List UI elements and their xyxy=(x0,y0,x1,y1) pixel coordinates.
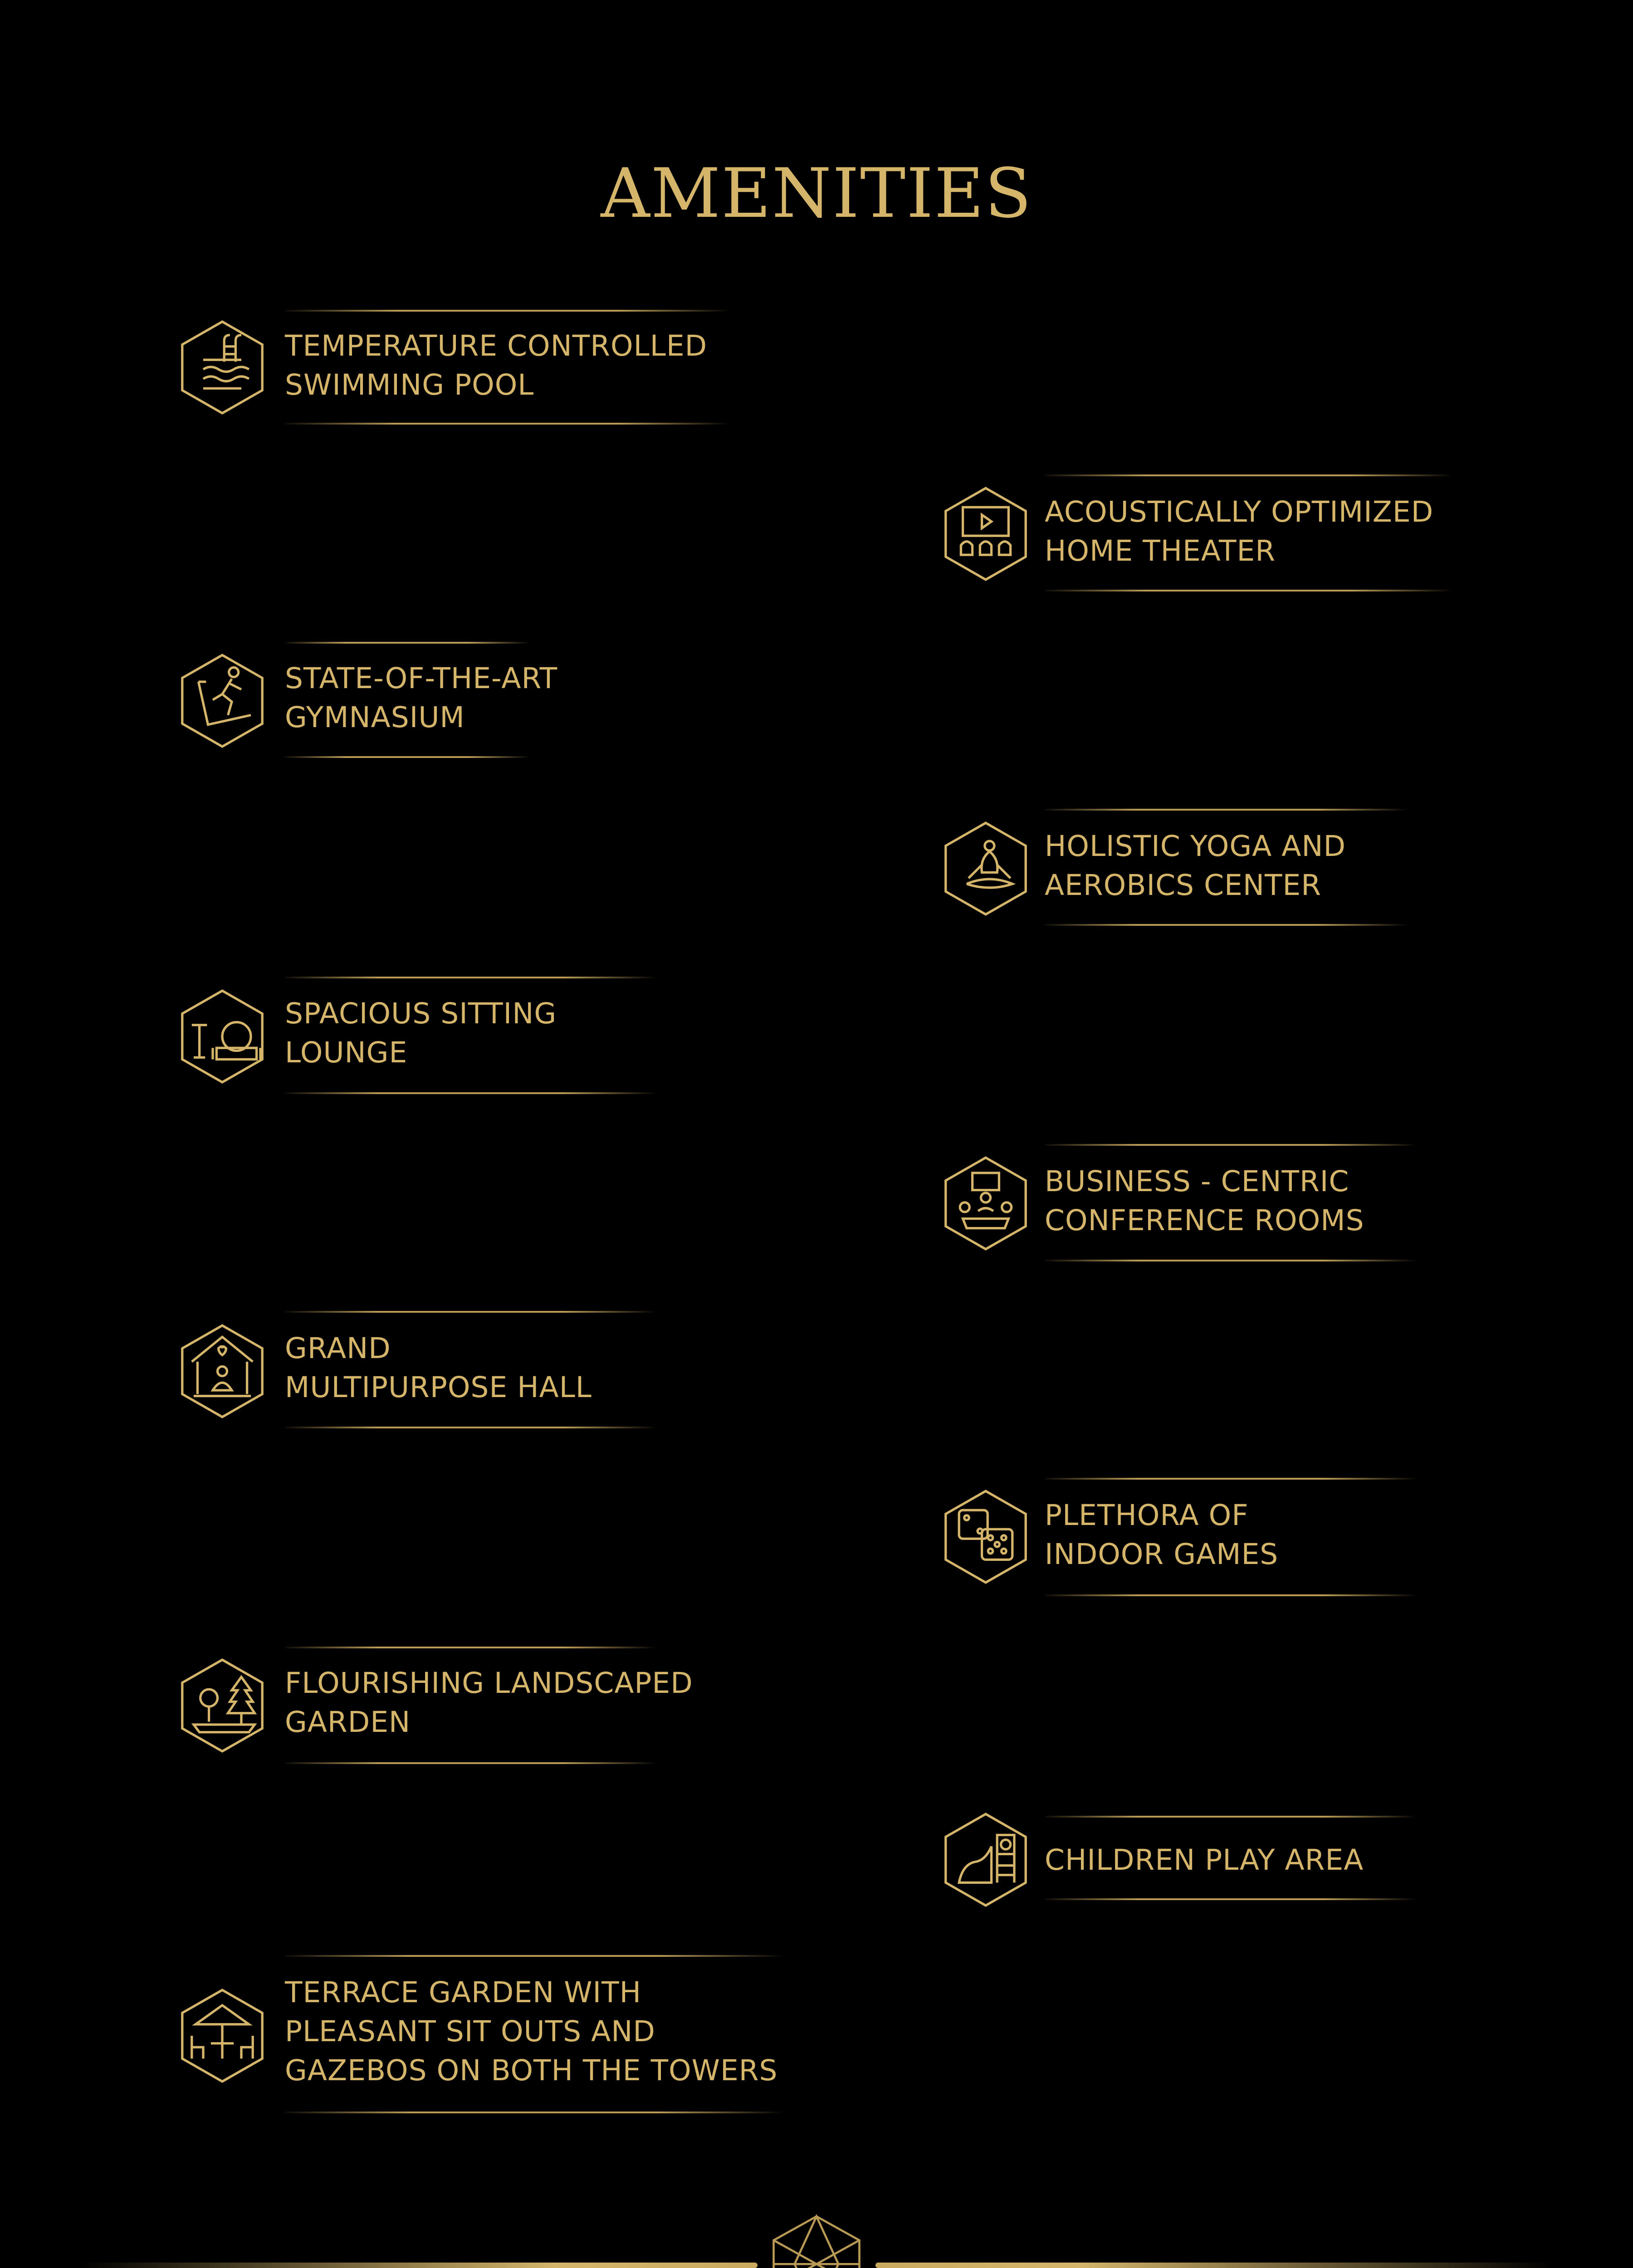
amenity-top-rule xyxy=(1045,1478,1417,1480)
home-theater-icon xyxy=(938,486,1033,582)
amenity-top-rule xyxy=(1045,1144,1417,1146)
amenity-top-rule xyxy=(1045,1816,1417,1818)
amenity-bottom-rule xyxy=(285,756,530,758)
footer-divider-left xyxy=(82,2263,758,2268)
hall-icon xyxy=(175,1324,270,1419)
amenity-bottom-rule xyxy=(285,1092,657,1094)
amenity-label: BUSINESS - CENTRIC CONFERENCE ROOMS xyxy=(1045,1165,1364,1237)
amenity-bottom-rule xyxy=(1045,1260,1417,1261)
amenity-top-rule xyxy=(285,977,657,978)
amenity-bottom-rule xyxy=(1045,1594,1417,1596)
amenity-label: SPACIOUS SITTING LOUNGE xyxy=(285,997,557,1069)
amenity-label: ACOUSTICALLY OPTIMIZED HOME THEATER xyxy=(1045,495,1434,567)
treadmill-icon xyxy=(175,653,270,748)
conference-icon xyxy=(938,1156,1033,1251)
garden-icon xyxy=(175,1658,270,1753)
lounge-icon xyxy=(175,989,270,1084)
amenity-top-rule xyxy=(285,310,729,312)
swimming-pool-icon xyxy=(175,320,270,415)
gazebo-icon xyxy=(175,1988,270,2083)
amenity-bottom-rule xyxy=(1045,924,1408,926)
amenity-label: HOLISTIC YOGA AND AEROBICS CENTER xyxy=(1045,830,1346,902)
amenity-bottom-rule xyxy=(1045,1898,1417,1900)
amenity-bottom-rule xyxy=(1045,590,1453,591)
amenity-top-rule xyxy=(285,1311,657,1313)
dice-icon xyxy=(938,1489,1033,1584)
amenity-top-rule xyxy=(1045,474,1453,476)
amenity-top-rule xyxy=(285,1647,657,1648)
yoga-icon xyxy=(938,821,1033,916)
amenity-top-rule xyxy=(285,1955,784,1957)
amenity-label: TERRACE GARDEN WITH PLEASANT SIT OUTS AND GAZEBOS ON BOTH THE TOWERS xyxy=(285,1976,778,2087)
amenity-top-rule xyxy=(285,642,530,644)
amenity-bottom-rule xyxy=(285,1427,657,1428)
amenity-label: GRAND MULTIPURPOSE HALL xyxy=(285,1332,592,1404)
triangle-logo-icon xyxy=(769,2214,864,2268)
amenity-label: CHILDREN PLAY AREA xyxy=(1045,1843,1364,1877)
amenity-bottom-rule xyxy=(285,423,729,425)
amenity-bottom-rule xyxy=(285,2112,784,2113)
amenity-label: PLETHORA OF INDOOR GAMES xyxy=(1045,1499,1279,1571)
amenity-bottom-rule xyxy=(285,1762,657,1764)
page-title: AMENITIES xyxy=(601,154,1032,233)
amenity-label: FLOURISHING LANDSCAPED GARDEN xyxy=(285,1667,693,1739)
amenity-top-rule xyxy=(1045,809,1408,811)
amenity-label: TEMPERATURE CONTROLLED SWIMMING POOL xyxy=(285,329,708,401)
footer-divider-right xyxy=(875,2263,1551,2268)
playground-icon xyxy=(938,1812,1033,1907)
amenity-label: STATE-OF-THE-ART GYMNASIUM xyxy=(285,662,558,734)
